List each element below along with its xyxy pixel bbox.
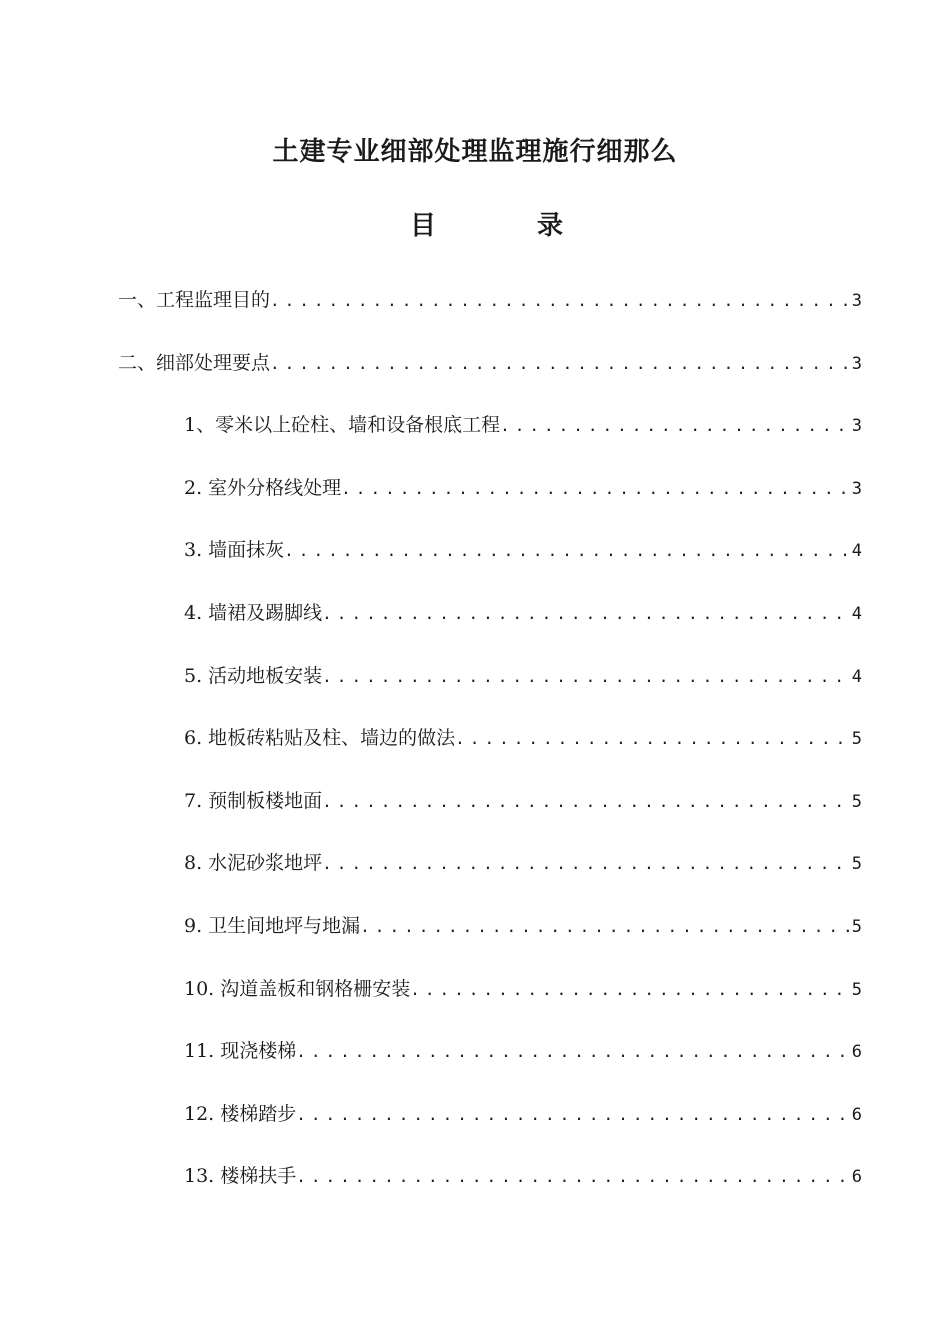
toc-entry[interactable] — [184, 472, 862, 504]
toc-entry-label: 3. 墙面抹灰 — [184, 539, 285, 561]
toc-entry[interactable] — [184, 1098, 862, 1130]
toc-entry-page-number: 5 — [851, 792, 862, 812]
toc-dot-leader — [410, 974, 849, 1006]
toc-entry[interactable] — [184, 910, 862, 942]
toc-entry[interactable] — [118, 347, 862, 379]
toc-dot-leader — [270, 348, 850, 380]
toc-dot-leader — [360, 911, 850, 943]
toc-entry[interactable] — [184, 534, 862, 566]
toc-dot-leader — [296, 1161, 849, 1193]
toc-dot-leader — [455, 723, 850, 755]
toc-entry-label: 7. 预制板楼地面 — [184, 790, 323, 812]
toc-entry[interactable] — [184, 409, 862, 441]
toc-entry-label: 二、细部处理要点 — [118, 352, 271, 374]
toc-entry[interactable] — [184, 973, 862, 1005]
toc-entry-label: 10. 沟道盖板和钢格栅安装 — [184, 978, 411, 1000]
toc-entry-page-number: 6 — [851, 1167, 862, 1187]
toc-dot-leader — [341, 473, 850, 505]
toc-dot-leader — [500, 410, 850, 442]
toc-entry[interactable] — [184, 785, 862, 817]
toc-entry-label: 1、零米以上砼柱、墙和设备根底工程 — [184, 414, 501, 436]
toc-dot-leader — [270, 285, 850, 317]
toc-entry[interactable] — [184, 847, 862, 879]
toc-entry-label: 8. 水泥砂浆地坪 — [184, 852, 323, 874]
toc-entry-page-number: 3 — [851, 479, 862, 499]
toc-entry-label: 2. 室外分格线处理 — [184, 477, 342, 499]
toc-entry-label: 12. 楼梯踏步 — [184, 1103, 297, 1125]
toc-entry-label: 11. 现浇楼梯 — [184, 1040, 297, 1062]
toc-dot-leader — [296, 1099, 849, 1131]
toc-dot-leader — [322, 848, 850, 880]
toc-entry-page-number: 5 — [851, 917, 862, 937]
toc-dot-leader — [322, 786, 850, 818]
toc-entry-label: 4. 墙裙及踢脚线 — [184, 602, 323, 624]
toc-entry-page-number: 5 — [851, 980, 862, 1000]
toc-entry-page-number: 3 — [851, 291, 862, 311]
toc-entry[interactable] — [184, 597, 862, 629]
toc-entry-page-number: 3 — [851, 416, 862, 436]
toc-dot-leader — [322, 661, 850, 693]
toc-entry[interactable] — [184, 1160, 862, 1192]
toc-entry[interactable] — [184, 722, 862, 754]
toc-entry-label: 9. 卫生间地坪与地漏 — [184, 915, 361, 937]
toc-entry-label: 6. 地板砖粘贴及柱、墙边的做法 — [184, 727, 456, 749]
toc-entry-page-number: 6 — [851, 1105, 862, 1125]
document-title: 土建专业细部处理监理施行细那么 — [272, 137, 678, 167]
toc-heading-char-1: 目 — [410, 211, 437, 241]
toc-entry-page-number: 6 — [851, 1042, 862, 1062]
toc-dot-leader — [322, 598, 850, 630]
toc-heading — [0, 206, 950, 246]
toc-entry-page-number: 3 — [851, 354, 862, 374]
toc-entry-page-number: 4 — [851, 667, 862, 687]
toc-entry[interactable] — [118, 284, 862, 316]
toc-entry-label: 13. 楼梯扶手 — [184, 1165, 297, 1187]
toc-entry-label: 5. 活动地板安装 — [184, 665, 323, 687]
toc-entry[interactable] — [184, 1035, 862, 1067]
toc-entry-page-number: 5 — [851, 729, 862, 749]
toc-dot-leader — [296, 1036, 849, 1068]
toc-dot-leader — [284, 535, 850, 567]
toc-entry-page-number: 5 — [851, 854, 862, 874]
toc-entry[interactable] — [184, 660, 862, 692]
toc-entry-page-number: 4 — [851, 541, 862, 561]
toc-heading-char-2: 录 — [537, 211, 564, 241]
toc-entry-label: 一、工程监理目的 — [118, 289, 271, 311]
toc-entry-page-number: 4 — [851, 604, 862, 624]
